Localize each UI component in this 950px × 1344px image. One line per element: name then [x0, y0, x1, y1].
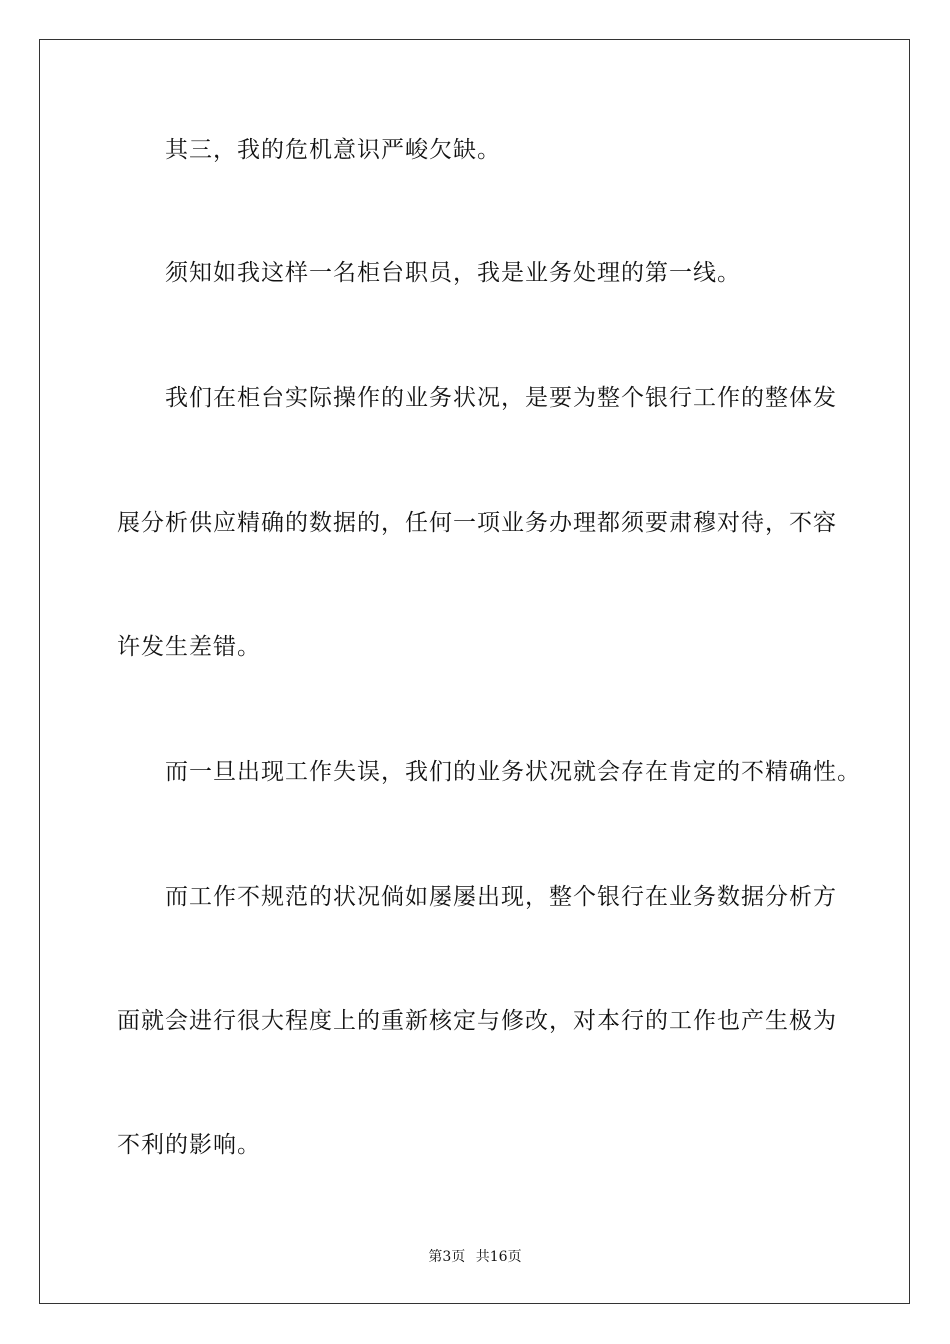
paragraph-line: 展分析供应精确的数据的，任何一项业务办理都须要肃穆对待，不容: [117, 510, 837, 536]
page-footer: [0, 1248, 950, 1266]
paragraph-line: 须知如我这样一名柜台职员，我是业务处理的第一线。: [165, 260, 741, 286]
paragraph-line: 其三，我的危机意识严峻欠缺。: [165, 137, 501, 163]
paragraph-line: 面就会进行很大程度上的重新核定与修改，对本行的工作也产生极为: [117, 1008, 837, 1034]
total-pages: 共16页: [475, 1249, 522, 1265]
paragraph-line: 而工作不规范的状况倘如屡屡出现，整个银行在业务数据分析方: [165, 884, 837, 910]
page-border: [39, 39, 910, 1304]
paragraph-line: 许发生差错。: [117, 634, 261, 660]
paragraph-line: 我们在柜台实际操作的业务状况，是要为整个银行工作的整体发: [165, 385, 837, 411]
paragraph-line: 而一旦出现工作失误，我们的业务状况就会存在肯定的不精确性。: [165, 759, 861, 785]
paragraph-line: 不利的影响。: [117, 1132, 261, 1158]
page-number: 第3页: [428, 1249, 466, 1265]
